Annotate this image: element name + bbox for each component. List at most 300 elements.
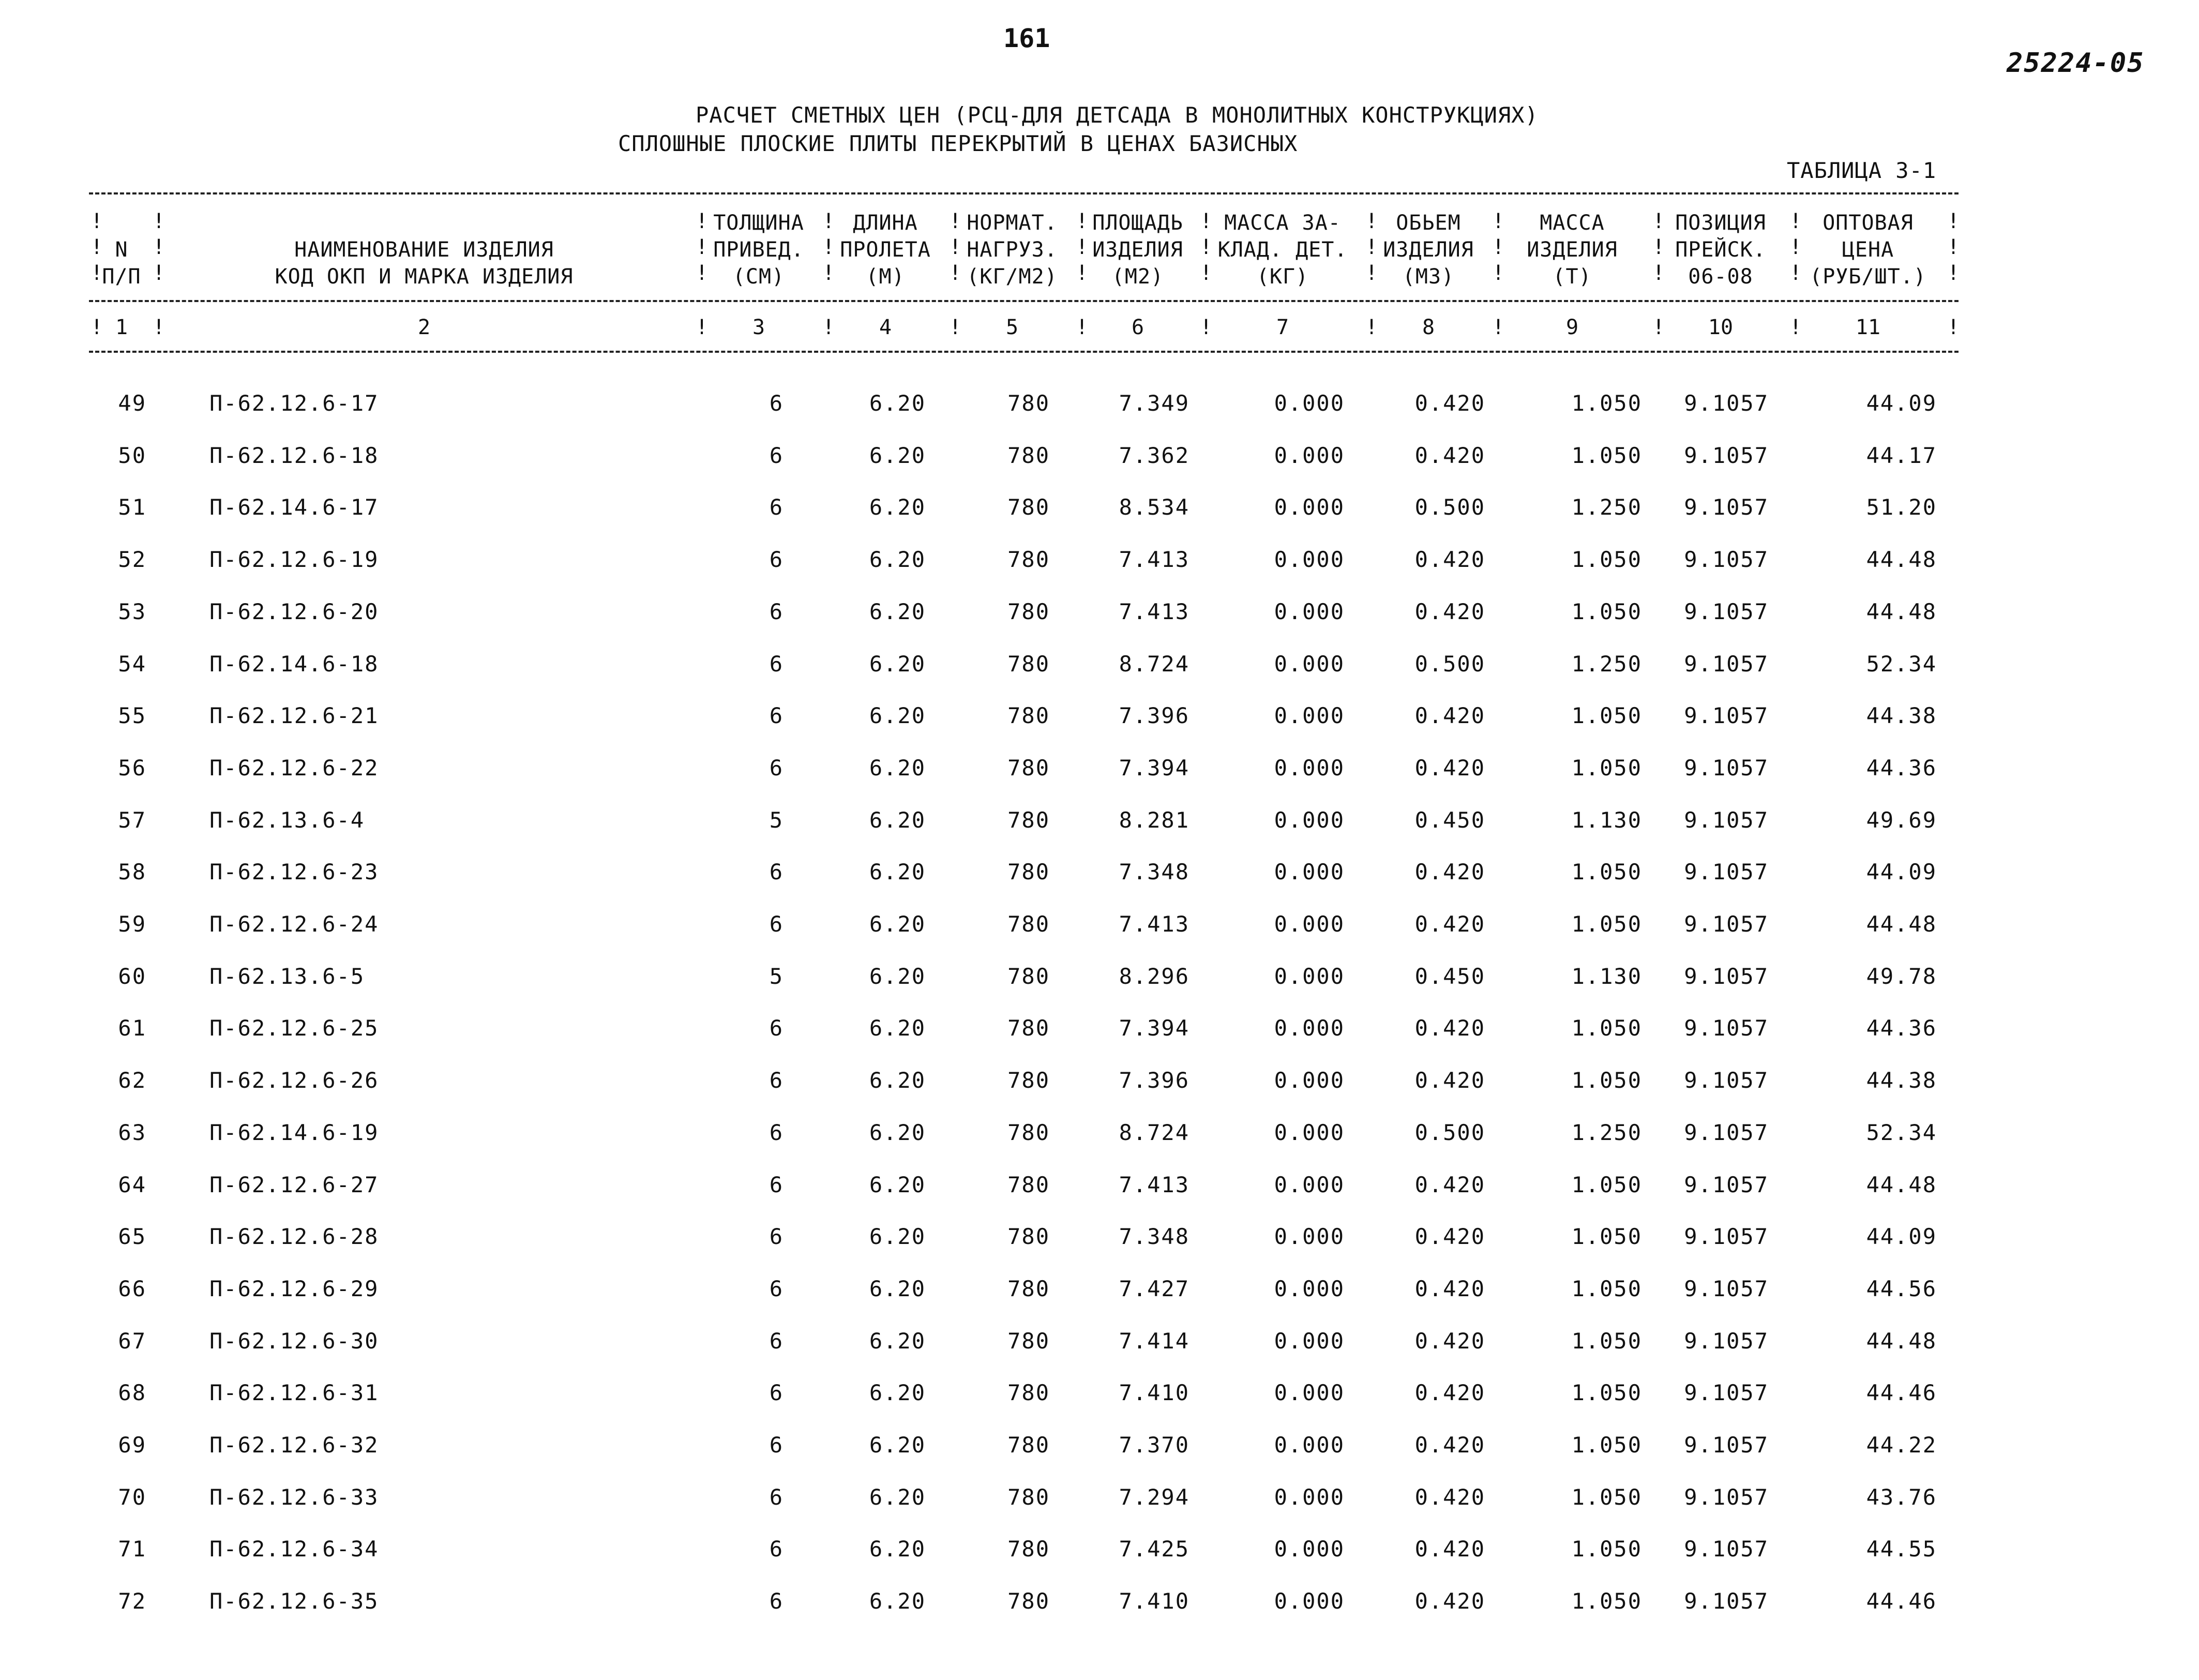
column-separator: !: [822, 261, 835, 285]
column-header-2: НАИМЕНОВАНИЕ ИЗДЕЛИЯ КОД ОКП И МАРКА ИЗДЕЛИЯ: [275, 238, 574, 289]
cell-pos: 9.1057: [1684, 1119, 1769, 1145]
cell-n: 59: [118, 911, 146, 937]
column-number-7: 7: [1276, 316, 1289, 339]
column-separator: !: [1789, 261, 1802, 285]
cell-len: 6.20: [869, 1119, 926, 1145]
cell-n: 69: [118, 1432, 146, 1458]
cell-len: 6.20: [869, 1484, 926, 1510]
cell-n: 62: [118, 1068, 146, 1093]
cell-pos: 9.1057: [1684, 1484, 1769, 1510]
column-separator: !: [1076, 316, 1089, 339]
cell-mass: 1.250: [1571, 1119, 1642, 1145]
cell-mass: 1.050: [1571, 1484, 1642, 1510]
cell-mass: 1.130: [1571, 963, 1642, 989]
cell-product-name: П-62.12.6-18: [209, 442, 379, 468]
cell-pos: 9.1057: [1684, 547, 1769, 573]
column-header-9: МАССА ИЗДЕЛИЯ (Т): [1527, 211, 1618, 289]
cell-mass: 1.050: [1571, 1015, 1642, 1041]
cell-thick: 6: [769, 1536, 784, 1562]
cell-len: 6.20: [869, 442, 926, 468]
column-separator: !: [91, 235, 103, 259]
rule-top: [89, 192, 1959, 194]
cell-thick: 6: [769, 651, 784, 677]
column-separator: !: [1076, 261, 1089, 285]
cell-pos: 9.1057: [1684, 1588, 1769, 1614]
table-row: [0, 1536, 2199, 1588]
column-separator: !: [696, 209, 709, 233]
cell-emb: 0.000: [1274, 963, 1345, 989]
column-number-5: 5: [1005, 316, 1019, 339]
cell-len: 6.20: [869, 1536, 926, 1562]
cell-vol: 0.420: [1414, 1588, 1485, 1614]
cell-load: 780: [1007, 598, 1050, 624]
cell-mass: 1.050: [1571, 442, 1642, 468]
cell-load: 780: [1007, 1119, 1050, 1145]
cell-load: 780: [1007, 1432, 1050, 1458]
column-header-11: ОПТОВАЯ ЦЕНА (РУБ/ШТ.): [1810, 211, 1926, 289]
table-row: [0, 1172, 2199, 1224]
cell-mass: 1.050: [1571, 1276, 1642, 1301]
cell-load: 780: [1007, 1015, 1050, 1041]
cell-emb: 0.000: [1274, 1432, 1345, 1458]
cell-thick: 6: [769, 1588, 784, 1614]
cell-area: 7.425: [1119, 1536, 1189, 1562]
cell-n: 70: [118, 1484, 146, 1510]
cell-mass: 1.050: [1571, 1588, 1642, 1614]
cell-area: 8.724: [1119, 1119, 1189, 1145]
cell-vol: 0.420: [1414, 911, 1485, 937]
cell-pos: 9.1057: [1684, 651, 1769, 677]
cell-product-name: П-62.12.6-24: [209, 911, 379, 937]
cell-vol: 0.420: [1414, 1432, 1485, 1458]
cell-product-name: П-62.12.6-22: [209, 755, 379, 781]
cell-pos: 9.1057: [1684, 1432, 1769, 1458]
cell-price: 44.48: [1866, 1328, 1937, 1354]
cell-thick: 6: [769, 1276, 784, 1301]
cell-area: 7.427: [1119, 1276, 1189, 1301]
column-separator: !: [1652, 316, 1665, 339]
cell-vol: 0.450: [1414, 807, 1485, 833]
cell-thick: 6: [769, 1224, 784, 1250]
cell-len: 6.20: [869, 391, 926, 416]
table-row: [0, 755, 2199, 807]
cell-vol: 0.420: [1414, 1380, 1485, 1406]
column-separator: !: [696, 235, 709, 259]
column-separator: !: [949, 235, 962, 259]
cell-price: 44.09: [1866, 391, 1937, 416]
cell-thick: 6: [769, 911, 784, 937]
cell-price: 44.46: [1866, 1588, 1937, 1614]
cell-thick: 6: [769, 1380, 784, 1406]
cell-n: 66: [118, 1276, 146, 1301]
cell-len: 6.20: [869, 963, 926, 989]
cell-area: 7.362: [1119, 442, 1189, 468]
cell-thick: 6: [769, 1328, 784, 1354]
column-number-9: 9: [1565, 316, 1579, 339]
cell-mass: 1.050: [1571, 1172, 1642, 1197]
cell-load: 780: [1007, 1328, 1050, 1354]
cell-len: 6.20: [869, 807, 926, 833]
column-separator: !: [1492, 235, 1505, 259]
cell-mass: 1.050: [1571, 1536, 1642, 1562]
cell-len: 6.20: [869, 703, 926, 729]
column-separator: !: [822, 209, 835, 233]
cell-price: 49.78: [1866, 963, 1937, 989]
table-row: [0, 1484, 2199, 1536]
column-separator: !: [822, 235, 835, 259]
cell-area: 7.413: [1119, 1172, 1189, 1197]
cell-load: 780: [1007, 494, 1050, 520]
cell-area: 8.724: [1119, 651, 1189, 677]
cell-product-name: П-62.12.6-34: [209, 1536, 379, 1562]
cell-emb: 0.000: [1274, 547, 1345, 573]
cell-vol: 0.500: [1414, 651, 1485, 677]
table-row: [0, 703, 2199, 755]
cell-load: 780: [1007, 1536, 1050, 1562]
cell-emb: 0.000: [1274, 911, 1345, 937]
cell-vol: 0.420: [1414, 859, 1485, 885]
table-row: [0, 547, 2199, 598]
cell-emb: 0.000: [1274, 494, 1345, 520]
cell-pos: 9.1057: [1684, 807, 1769, 833]
cell-emb: 0.000: [1274, 1484, 1345, 1510]
cell-thick: 6: [769, 442, 784, 468]
cell-len: 6.20: [869, 1328, 926, 1354]
cell-len: 6.20: [869, 755, 926, 781]
cell-area: 7.396: [1119, 1068, 1189, 1093]
cell-price: 44.48: [1866, 1172, 1937, 1197]
column-header-8: ОБЬЕМ ИЗДЕЛИЯ (М3): [1383, 211, 1474, 289]
cell-mass: 1.050: [1571, 598, 1642, 624]
cell-load: 780: [1007, 1172, 1050, 1197]
column-separator: !: [1200, 209, 1213, 233]
cell-load: 780: [1007, 807, 1050, 833]
cell-pos: 9.1057: [1684, 859, 1769, 885]
cell-thick: 5: [769, 963, 784, 989]
cell-mass: 1.050: [1571, 1068, 1642, 1093]
cell-mass: 1.050: [1571, 911, 1642, 937]
column-number-1: 1: [115, 316, 128, 339]
cell-price: 44.36: [1866, 1015, 1937, 1041]
column-separator: !: [1789, 316, 1802, 339]
column-separator: !: [1365, 209, 1378, 233]
table-row: [0, 911, 2199, 963]
cell-price: 44.46: [1866, 1380, 1937, 1406]
cell-product-name: П-62.12.6-35: [209, 1588, 379, 1614]
cell-area: 7.348: [1119, 1224, 1189, 1250]
cell-emb: 0.000: [1274, 391, 1345, 416]
cell-thick: 6: [769, 494, 784, 520]
column-separator: !: [91, 261, 103, 285]
cell-pos: 9.1057: [1684, 911, 1769, 937]
cell-area: 8.281: [1119, 807, 1189, 833]
cell-thick: 6: [769, 755, 784, 781]
cell-pos: 9.1057: [1684, 755, 1769, 781]
cell-thick: 6: [769, 1172, 784, 1197]
column-separator: !: [1076, 235, 1089, 259]
cell-pos: 9.1057: [1684, 1015, 1769, 1041]
column-separator: !: [1947, 316, 1960, 339]
cell-len: 6.20: [869, 911, 926, 937]
cell-product-name: П-62.14.6-18: [209, 651, 379, 677]
cell-n: 49: [118, 391, 146, 416]
cell-load: 780: [1007, 1224, 1050, 1250]
column-separator: !: [91, 316, 103, 339]
cell-vol: 0.420: [1414, 1172, 1485, 1197]
cell-emb: 0.000: [1274, 1172, 1345, 1197]
cell-vol: 0.420: [1414, 391, 1485, 416]
column-separator: !: [1200, 316, 1213, 339]
cell-pos: 9.1057: [1684, 963, 1769, 989]
table-row: [0, 443, 2199, 494]
rule-under-header: [89, 300, 1959, 302]
cell-thick: 6: [769, 391, 784, 416]
cell-mass: 1.050: [1571, 859, 1642, 885]
cell-product-name: П-62.12.6-25: [209, 1015, 379, 1041]
cell-pos: 9.1057: [1684, 1536, 1769, 1562]
cell-vol: 0.450: [1414, 963, 1485, 989]
column-header-10: ПОЗИЦИЯ ПРЕЙСК. 06-08: [1675, 211, 1766, 289]
column-separator: !: [1652, 209, 1665, 233]
cell-load: 780: [1007, 963, 1050, 989]
table-row: [0, 1328, 2199, 1380]
column-separator: !: [822, 316, 835, 339]
table-row: [0, 1224, 2199, 1276]
cell-emb: 0.000: [1274, 807, 1345, 833]
cell-n: 53: [118, 598, 146, 624]
cell-emb: 0.000: [1274, 651, 1345, 677]
column-number-3: 3: [752, 316, 765, 339]
cell-len: 6.20: [869, 1068, 926, 1093]
cell-len: 6.20: [869, 1276, 926, 1301]
cell-emb: 0.000: [1274, 1224, 1345, 1250]
cell-emb: 0.000: [1274, 598, 1345, 624]
cell-pos: 9.1057: [1684, 598, 1769, 624]
cell-n: 54: [118, 651, 146, 677]
cell-product-name: П-62.14.6-19: [209, 1119, 379, 1145]
column-separator: !: [696, 261, 709, 285]
cell-emb: 0.000: [1274, 1536, 1345, 1562]
cell-len: 6.20: [869, 1588, 926, 1614]
cell-load: 780: [1007, 1484, 1050, 1510]
cell-mass: 1.130: [1571, 807, 1642, 833]
cell-thick: 6: [769, 1119, 784, 1145]
cell-product-name: П-62.12.6-33: [209, 1484, 379, 1510]
table-row: [0, 494, 2199, 546]
table-row: [0, 807, 2199, 859]
table-row: [0, 1015, 2199, 1067]
column-separator: !: [696, 316, 709, 339]
cell-n: 63: [118, 1119, 146, 1145]
cell-thick: 6: [769, 703, 784, 729]
cell-area: 7.410: [1119, 1588, 1189, 1614]
cell-pos: 9.1057: [1684, 1276, 1769, 1301]
cell-product-name: П-62.12.6-32: [209, 1432, 379, 1458]
cell-price: 44.09: [1866, 1224, 1937, 1250]
table-row: [0, 1276, 2199, 1328]
cell-price: 44.22: [1866, 1432, 1937, 1458]
cell-area: 7.348: [1119, 859, 1189, 885]
column-separator: !: [153, 235, 165, 259]
cell-n: 72: [118, 1588, 146, 1614]
cell-product-name: П-62.12.6-27: [209, 1172, 379, 1197]
cell-pos: 9.1057: [1684, 494, 1769, 520]
cell-emb: 0.000: [1274, 1328, 1345, 1354]
table-row: [0, 1380, 2199, 1432]
cell-pos: 9.1057: [1684, 1328, 1769, 1354]
cell-emb: 0.000: [1274, 703, 1345, 729]
cell-len: 6.20: [869, 598, 926, 624]
cell-area: 7.410: [1119, 1380, 1189, 1406]
cell-product-name: П-62.12.6-19: [209, 547, 379, 573]
cell-area: 7.349: [1119, 391, 1189, 416]
column-separator: !: [1789, 235, 1802, 259]
cell-load: 780: [1007, 755, 1050, 781]
cell-n: 60: [118, 963, 146, 989]
cell-mass: 1.050: [1571, 391, 1642, 416]
table-row: [0, 1432, 2199, 1484]
cell-pos: 9.1057: [1684, 1224, 1769, 1250]
cell-load: 780: [1007, 703, 1050, 729]
table-row: [0, 859, 2199, 911]
cell-load: 780: [1007, 1068, 1050, 1093]
cell-price: 44.17: [1866, 442, 1937, 468]
column-separator: !: [1947, 261, 1960, 285]
column-separator: !: [153, 261, 165, 285]
column-header-4: ДЛИНА ПРОЛЕТА (М): [840, 211, 931, 289]
cell-pos: 9.1057: [1684, 442, 1769, 468]
cell-pos: 9.1057: [1684, 1172, 1769, 1197]
cell-product-name: П-62.13.6-4: [209, 807, 365, 833]
cell-load: 780: [1007, 547, 1050, 573]
cell-pos: 9.1057: [1684, 1068, 1769, 1093]
cell-area: 7.413: [1119, 547, 1189, 573]
cell-product-name: П-62.12.6-31: [209, 1380, 379, 1406]
cell-n: 58: [118, 859, 146, 885]
cell-emb: 0.000: [1274, 1588, 1345, 1614]
title-line-2: СПЛОШНЫЕ ПЛОСКИЕ ПЛИТЫ ПЕРЕКРЫТИЙ В ЦЕНАХ БАЗИСНЫХ: [618, 131, 1298, 156]
cell-area: 8.534: [1119, 494, 1189, 520]
cell-vol: 0.420: [1414, 547, 1485, 573]
column-separator: !: [949, 209, 962, 233]
cell-pos: 9.1057: [1684, 703, 1769, 729]
table-row: [0, 964, 2199, 1015]
cell-area: 7.413: [1119, 598, 1189, 624]
cell-emb: 0.000: [1274, 755, 1345, 781]
cell-n: 55: [118, 703, 146, 729]
cell-product-name: П-62.12.6-17: [209, 391, 379, 416]
cell-area: 8.296: [1119, 963, 1189, 989]
table-row: [0, 651, 2199, 703]
column-separator: !: [1947, 209, 1960, 233]
column-separator: !: [1200, 235, 1213, 259]
cell-vol: 0.500: [1414, 1119, 1485, 1145]
cell-len: 6.20: [869, 547, 926, 573]
cell-emb: 0.000: [1274, 442, 1345, 468]
cell-mass: 1.050: [1571, 1432, 1642, 1458]
cell-n: 51: [118, 494, 146, 520]
cell-price: 49.69: [1866, 807, 1937, 833]
cell-mass: 1.050: [1571, 755, 1642, 781]
cell-len: 6.20: [869, 859, 926, 885]
cell-price: 44.55: [1866, 1536, 1937, 1562]
table-row: [0, 599, 2199, 651]
cell-vol: 0.500: [1414, 494, 1485, 520]
cell-area: 7.394: [1119, 1015, 1189, 1041]
cell-product-name: П-62.12.6-21: [209, 703, 379, 729]
cell-price: 44.36: [1866, 755, 1937, 781]
cell-n: 71: [118, 1536, 146, 1562]
cell-len: 6.20: [869, 1224, 926, 1250]
table-row: [0, 1068, 2199, 1119]
cell-pos: 9.1057: [1684, 391, 1769, 416]
column-header-7: МАССА ЗА- КЛАД. ДЕТ. (КГ): [1217, 211, 1348, 289]
cell-thick: 6: [769, 1068, 784, 1093]
cell-vol: 0.420: [1414, 1068, 1485, 1093]
cell-len: 6.20: [869, 1015, 926, 1041]
cell-product-name: П-62.12.6-20: [209, 598, 379, 624]
cell-price: 52.34: [1866, 651, 1937, 677]
cell-emb: 0.000: [1274, 1276, 1345, 1301]
cell-product-name: П-62.12.6-26: [209, 1068, 379, 1093]
cell-n: 61: [118, 1015, 146, 1041]
cell-len: 6.20: [869, 1432, 926, 1458]
cell-load: 780: [1007, 1276, 1050, 1301]
cell-vol: 0.420: [1414, 442, 1485, 468]
cell-mass: 1.050: [1571, 1224, 1642, 1250]
column-number-4: 4: [879, 316, 892, 339]
cell-n: 52: [118, 547, 146, 573]
column-separator: !: [1947, 235, 1960, 259]
document-code: 25224-05: [2007, 48, 2145, 79]
cell-thick: 6: [769, 1484, 784, 1510]
column-number-10: 10: [1708, 316, 1734, 339]
cell-emb: 0.000: [1274, 1380, 1345, 1406]
column-header-3: ТОЛЩИНА ПРИВЕД. (СМ): [713, 211, 804, 289]
cell-area: 7.394: [1119, 755, 1189, 781]
cell-pos: 9.1057: [1684, 1380, 1769, 1406]
cell-thick: 5: [769, 807, 784, 833]
cell-load: 780: [1007, 859, 1050, 885]
cell-vol: 0.420: [1414, 1015, 1485, 1041]
cell-load: 780: [1007, 391, 1050, 416]
cell-thick: 6: [769, 1015, 784, 1041]
column-header-5: НОРМАТ. НАГРУЗ. (КГ/М2): [967, 211, 1058, 289]
cell-vol: 0.420: [1414, 703, 1485, 729]
cell-area: 7.414: [1119, 1328, 1189, 1354]
cell-product-name: П-62.14.6-17: [209, 494, 379, 520]
cell-len: 6.20: [869, 651, 926, 677]
cell-price: 44.38: [1866, 703, 1937, 729]
column-separator: !: [1652, 235, 1665, 259]
cell-vol: 0.420: [1414, 1276, 1485, 1301]
cell-n: 68: [118, 1380, 146, 1406]
cell-vol: 0.420: [1414, 598, 1485, 624]
cell-product-name: П-62.12.6-23: [209, 859, 379, 885]
cell-price: 51.20: [1866, 494, 1937, 520]
rule-under-colnums: [89, 351, 1959, 353]
cell-area: 7.396: [1119, 703, 1189, 729]
cell-len: 6.20: [869, 1172, 926, 1197]
cell-thick: 6: [769, 1432, 784, 1458]
cell-mass: 1.050: [1571, 703, 1642, 729]
title-line-1: РАСЧЕТ СМЕТНЫХ ЦЕН (РСЦ-ДЛЯ ДЕТСАДА В МОНОЛИТНЫХ КОНСТРУКЦИЯХ): [696, 102, 1539, 128]
column-number-11: 11: [1855, 316, 1881, 339]
cell-vol: 0.420: [1414, 1328, 1485, 1354]
cell-n: 50: [118, 442, 146, 468]
column-separator: !: [1492, 261, 1505, 285]
column-separator: !: [1492, 209, 1505, 233]
